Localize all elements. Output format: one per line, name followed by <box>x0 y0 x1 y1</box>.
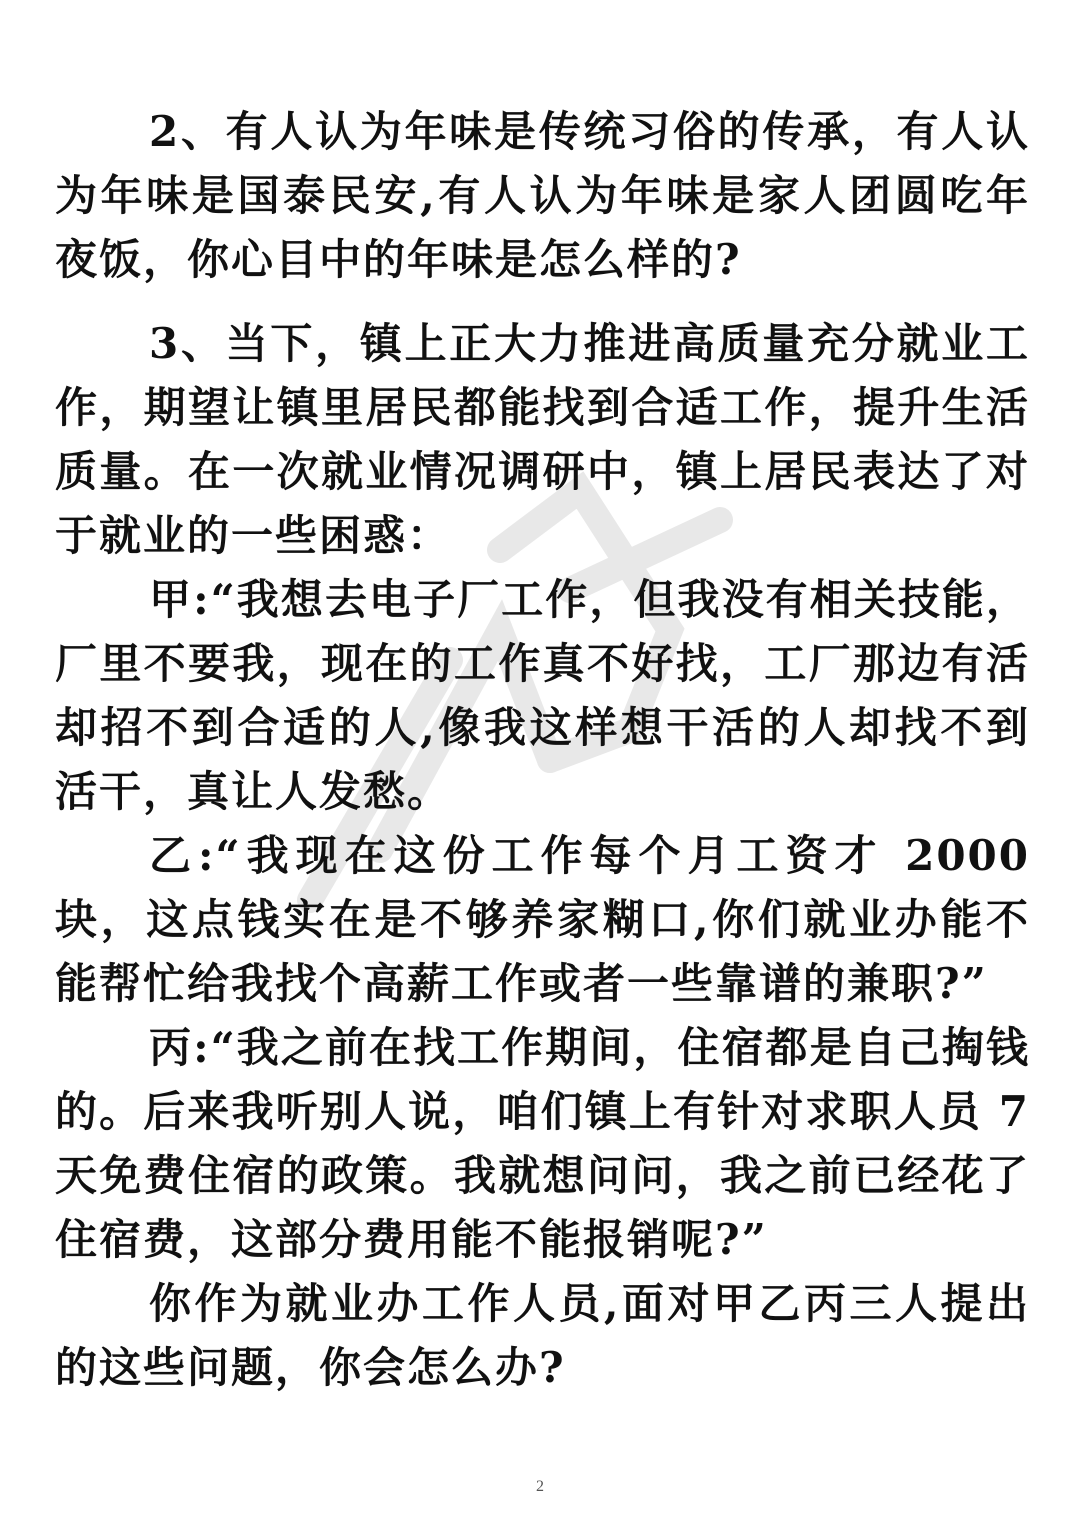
question-3-prompt: 你作为就业办工作人员,面对甲乙丙三人提出的这些问题，你会怎么办? <box>55 1279 1030 1392</box>
question-2: 2、有人认为年味是传统习俗的传承，有人认为年味是国泰民安,有人认为年味是家人团圆吃年夜饭，你心目中的年味是怎么样的? <box>55 107 1030 284</box>
page-number: 2 <box>536 1478 544 1495</box>
speaker-a-statement: 甲:“我想去电子厂工作，但我没有相关技能，厂里不要我，现在的工作真不好找，工厂那边有活却招不到合适的人,像我这样想干活的人却找不到活干，真让人发愁。 <box>55 575 1030 816</box>
document-body <box>55 100 1030 1400</box>
speaker-b-statement: 乙:“我现在这份工作每个月工资才 2000 块，这点钱实在是不够养家糊口,你们就业办能不能帮忙给我找个高薪工作或者一些靠谱的兼职?” <box>55 831 1030 1008</box>
question-3-intro: 3、当下，镇上正大力推进高质量充分就业工作，期望让镇里居民都能找到合适工作，提升生活质量。在一次就业情况调研中，镇上居民表达了对于就业的一些困惑： <box>55 319 1030 560</box>
speaker-c-statement: 丙:“我之前在找工作期间，住宿都是自己掏钱的。后来我听别人说，咱们镇上有针对求职人员 7 天免费住宿的政策。我就想问问，我之前已经花了住宿费，这部分费用能不能报销呢?” <box>55 1023 1030 1264</box>
